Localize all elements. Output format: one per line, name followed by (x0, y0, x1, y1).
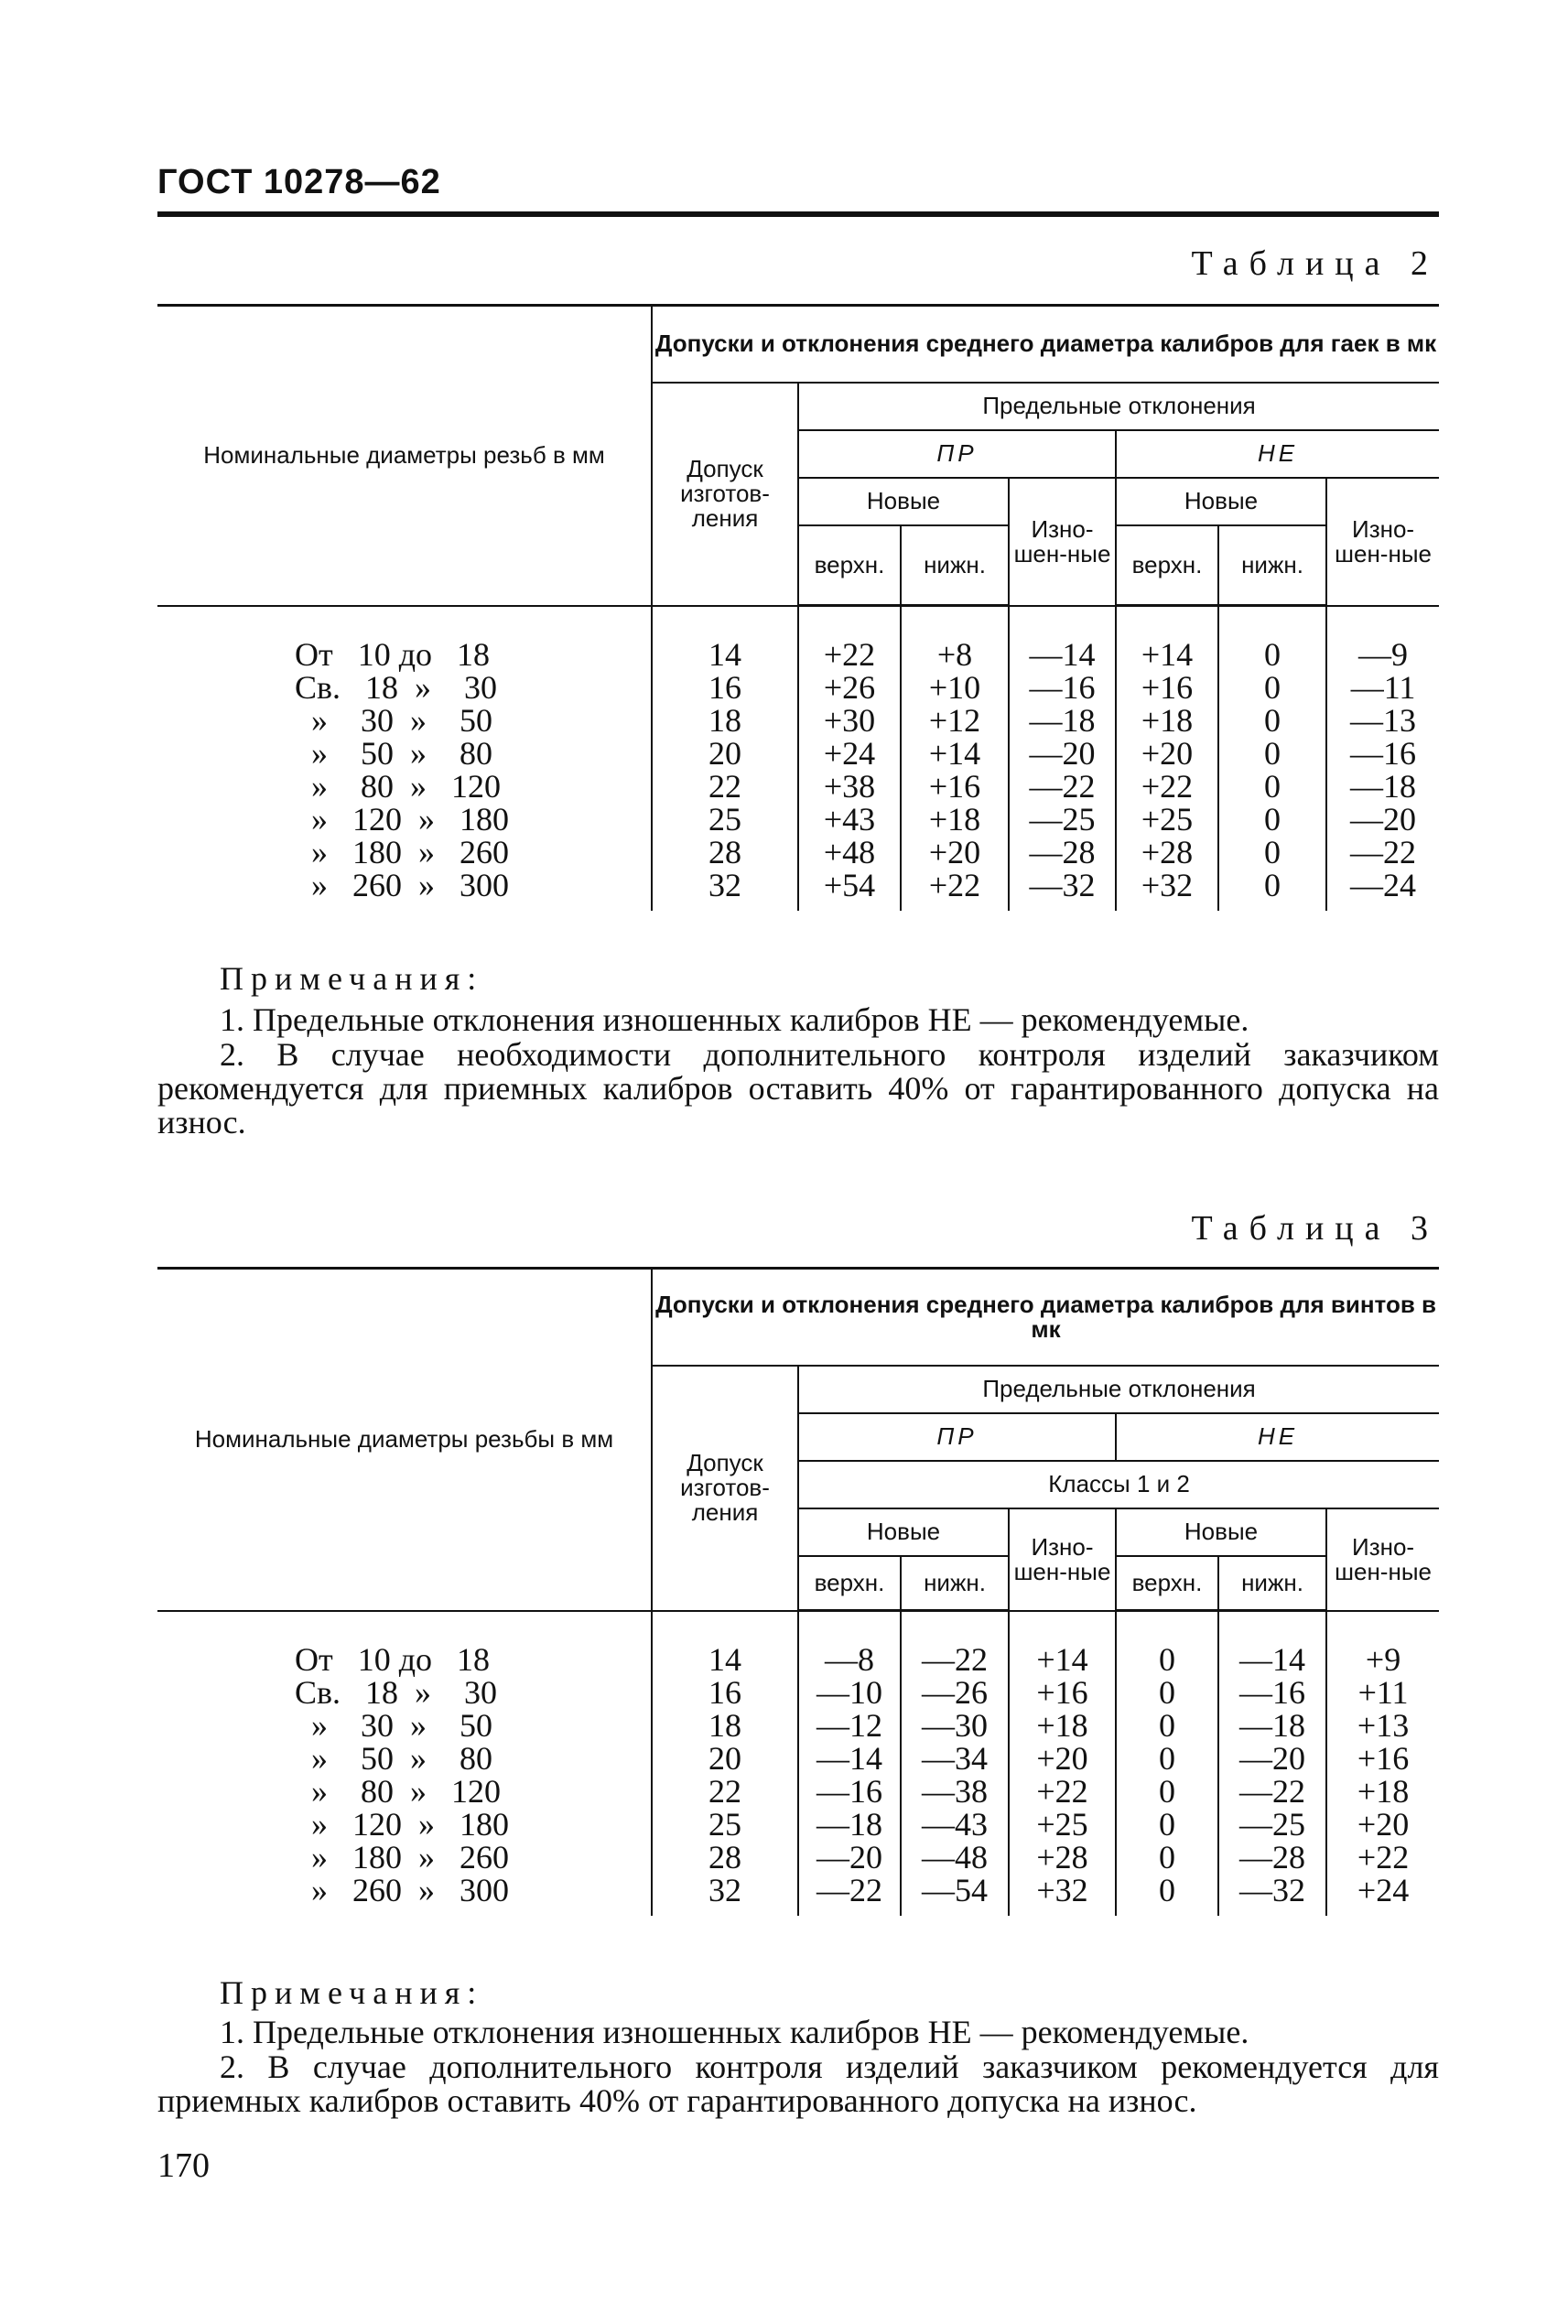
table-cell: —12 (798, 1709, 901, 1742)
table3-pr-upper-header: верхн. (798, 1556, 901, 1611)
table-row (157, 869, 1439, 902)
table2-tolerance-header: Допуск изготов-ления (652, 383, 798, 606)
table-cell: —13 (1326, 704, 1439, 737)
table-cell: 28 (652, 1841, 798, 1874)
table3-pr-new-header: Новые (798, 1508, 1009, 1556)
table2-pr-new-header: Новые (798, 478, 1009, 525)
table-cell: 32 (652, 869, 798, 902)
table-cell: —22 (1218, 1775, 1326, 1808)
table-cell: +22 (798, 638, 901, 671)
table-cell: —18 (1326, 770, 1439, 803)
row-label: Св. 18 » 30 (157, 1676, 652, 1709)
row-label: » 260 » 300 (157, 1874, 652, 1907)
table-cell: +20 (901, 836, 1009, 869)
table-cell: 0 (1116, 1709, 1218, 1742)
table-cell: 0 (1218, 704, 1326, 737)
table-cell: 0 (1116, 1808, 1218, 1841)
table-cell: +30 (798, 704, 901, 737)
table-row (157, 704, 1439, 737)
table-cell: +20 (1116, 737, 1218, 770)
table-cell: 0 (1218, 836, 1326, 869)
row-label: » 180 » 260 (157, 836, 652, 869)
table-cell: —16 (1326, 737, 1439, 770)
table-cell: 18 (652, 704, 798, 737)
table-cell: —43 (901, 1808, 1009, 1841)
table-cell: —9 (1326, 638, 1439, 671)
table-cell: —34 (901, 1742, 1009, 1775)
table-cell: 0 (1218, 671, 1326, 704)
table-cell: 20 (652, 1742, 798, 1775)
table-cell: +16 (1326, 1742, 1439, 1775)
table-cell: —30 (901, 1709, 1009, 1742)
table-cell: +48 (798, 836, 901, 869)
table2-pr-worn-header: Изно-шен-ные (1009, 478, 1116, 606)
table-row (157, 836, 1439, 869)
table-cell: —20 (1218, 1742, 1326, 1775)
table3-ne-header: НЕ (1116, 1413, 1439, 1461)
table-cell: +9 (1326, 1643, 1439, 1676)
table3-row-label-header: Номинальные диаметры резьбы в мм (157, 1269, 652, 1611)
table-cell: —22 (1326, 836, 1439, 869)
row-label: » 50 » 80 (157, 1742, 652, 1775)
table-cell: 0 (1116, 1643, 1218, 1676)
row-label: » 180 » 260 (157, 1841, 652, 1874)
table3 (157, 1267, 1439, 1916)
table2-ne-new-header: Новые (1116, 478, 1326, 525)
table-cell: —14 (1009, 638, 1116, 671)
table-cell: +13 (1326, 1709, 1439, 1742)
table-cell: —54 (901, 1874, 1009, 1907)
table-cell: +22 (1116, 770, 1218, 803)
row-label: » 120 » 180 (157, 803, 652, 836)
table2-pr-lower-header: нижн. (901, 525, 1009, 606)
table-cell: —10 (798, 1676, 901, 1709)
table-cell: —14 (798, 1742, 901, 1775)
table-cell: 18 (652, 1709, 798, 1742)
table-cell: —20 (1009, 737, 1116, 770)
table-cell: +28 (1116, 836, 1218, 869)
table2 (157, 304, 1439, 911)
table-cell: —28 (1009, 836, 1116, 869)
table-cell: 28 (652, 836, 798, 869)
table-cell: 0 (1218, 737, 1326, 770)
table-cell: 22 (652, 1775, 798, 1808)
table-cell: —16 (798, 1775, 901, 1808)
table-cell: +18 (1116, 704, 1218, 737)
table-cell: 0 (1218, 869, 1326, 902)
table-cell: +24 (1326, 1874, 1439, 1907)
table2-pr-upper-header: верхн. (798, 525, 901, 606)
table-cell: 14 (652, 638, 798, 671)
row-label: » 30 » 50 (157, 1709, 652, 1742)
table-cell: +11 (1326, 1676, 1439, 1709)
row-label: Св. 18 » 30 (157, 671, 652, 704)
table-cell: +20 (1326, 1808, 1439, 1841)
table-cell: +22 (1009, 1775, 1116, 1808)
table2-ne-upper-header: верхн. (1116, 525, 1218, 606)
table-row (157, 638, 1439, 671)
table3-note-2: 2. В случае дополнительного контроля изделий заказчиком рекомендуется для приемных калибров оставить 40% от гарантированного допуска на износ. (157, 2048, 1439, 2119)
row-label: » 50 » 80 (157, 737, 652, 770)
table-row (157, 1808, 1439, 1841)
table2-notes-title: Примечания: (220, 960, 484, 997)
table-cell: —26 (901, 1676, 1009, 1709)
table-cell: —38 (901, 1775, 1009, 1808)
row-label: От 10 до 18 (157, 1643, 652, 1676)
table-row (157, 1742, 1439, 1775)
table-row (157, 1841, 1439, 1874)
table-cell: +18 (1009, 1709, 1116, 1742)
table-cell: —32 (1218, 1874, 1326, 1907)
table-cell: +38 (798, 770, 901, 803)
table-cell: +16 (1009, 1676, 1116, 1709)
table-cell: +12 (901, 704, 1009, 737)
table-cell: 0 (1116, 1775, 1218, 1808)
table-row (157, 1709, 1439, 1742)
table-cell: —22 (1009, 770, 1116, 803)
table-cell: —25 (1009, 803, 1116, 836)
table-cell: +18 (901, 803, 1009, 836)
table3-pr-lower-header: нижн. (901, 1556, 1009, 1611)
document-header: ГОСТ 10278—62 (157, 163, 441, 201)
row-label: » 30 » 50 (157, 704, 652, 737)
table-cell: +20 (1009, 1742, 1116, 1775)
table-cell: 0 (1116, 1676, 1218, 1709)
table-cell: —22 (798, 1874, 901, 1907)
table-cell: 25 (652, 803, 798, 836)
table-cell: +14 (1116, 638, 1218, 671)
table-cell: —48 (901, 1841, 1009, 1874)
table-cell: +16 (1116, 671, 1218, 704)
table-cell: —18 (798, 1808, 901, 1841)
table-cell: 0 (1116, 1874, 1218, 1907)
table-row (157, 671, 1439, 704)
table-cell: —24 (1326, 869, 1439, 902)
table2-caption: Таблица 2 (1191, 244, 1439, 283)
table3-classes-header: Классы 1 и 2 (798, 1461, 1439, 1508)
table-cell: —16 (1218, 1676, 1326, 1709)
table3-ne-new-header: Новые (1116, 1508, 1326, 1556)
table-row (157, 1874, 1439, 1907)
row-label: » 80 » 120 (157, 770, 652, 803)
table-cell: 25 (652, 1808, 798, 1841)
table-cell: +26 (798, 671, 901, 704)
table-row (157, 1643, 1439, 1676)
table3-pr-worn-header: Изно-шен-ные (1009, 1508, 1116, 1611)
table-cell: +24 (798, 737, 901, 770)
table-cell: 0 (1218, 803, 1326, 836)
table-row (157, 737, 1439, 770)
table-cell: +32 (1116, 869, 1218, 902)
table3-tolerance-header: Допуск изготов-ления (652, 1366, 798, 1611)
table-cell: —14 (1218, 1643, 1326, 1676)
table-cell: —20 (1326, 803, 1439, 836)
table2-group-header: Допуски и отклонения среднего диаметра калибров для гаек в мк (652, 306, 1439, 383)
table-cell: +54 (798, 869, 901, 902)
table-row (157, 1676, 1439, 1709)
table2-note-2: 2. В случае необходимости дополнительного контроля изделий заказчиком рекомендуется для приемных калибров оставить 40% от гарантированного допуска на износ. (157, 1036, 1439, 1140)
table3-ne-worn-header: Изно-шен-ные (1326, 1508, 1439, 1611)
table-cell: +25 (1116, 803, 1218, 836)
table-cell: 22 (652, 770, 798, 803)
table-cell: —28 (1218, 1841, 1326, 1874)
table3-note-1: 1. Предельные отклонения изношенных калибров НЕ — рекомендуемые. (220, 2014, 1249, 2050)
table-row (157, 770, 1439, 803)
table3-pr-header: ПР (798, 1413, 1116, 1461)
table2-ne-header: НЕ (1116, 430, 1439, 478)
table2-limit-header: Предельные отклонения (798, 383, 1439, 430)
table-cell: +25 (1009, 1808, 1116, 1841)
table-cell: 0 (1116, 1841, 1218, 1874)
table3-caption: Таблица 3 (1191, 1209, 1439, 1248)
table-cell: 14 (652, 1643, 798, 1676)
table2-ne-lower-header: нижн. (1218, 525, 1326, 606)
row-label: » 80 » 120 (157, 1775, 652, 1808)
table3-notes-title: Примечания: (220, 1974, 484, 2011)
table-cell: 0 (1218, 770, 1326, 803)
table3-limit-header: Предельные отклонения (798, 1366, 1439, 1413)
table2-row-label-header: Номинальные диаметры резьб в мм (157, 306, 652, 606)
table-cell: +8 (901, 638, 1009, 671)
header-rule (157, 211, 1439, 217)
table-cell: +14 (901, 737, 1009, 770)
row-label: » 120 » 180 (157, 1808, 652, 1841)
table3-ne-lower-header: нижн. (1218, 1556, 1326, 1611)
table-cell: +22 (901, 869, 1009, 902)
table-cell: 0 (1218, 638, 1326, 671)
table-cell: 16 (652, 1676, 798, 1709)
table2-ne-worn-header: Изно-шен-ные (1326, 478, 1439, 606)
table-cell: —25 (1218, 1808, 1326, 1841)
table-cell: +14 (1009, 1643, 1116, 1676)
table2-note-1: 1. Предельные отклонения изношенных калибров НЕ — рекомендуемые. (220, 1001, 1249, 1038)
table-cell: —18 (1009, 704, 1116, 737)
table-cell: +32 (1009, 1874, 1116, 1907)
table-cell: +28 (1009, 1841, 1116, 1874)
table-cell: —18 (1218, 1709, 1326, 1742)
table-cell: —11 (1326, 671, 1439, 704)
table-cell: —8 (798, 1643, 901, 1676)
table-row (157, 803, 1439, 836)
table-cell: —32 (1009, 869, 1116, 902)
table-cell: —22 (901, 1643, 1009, 1676)
table-cell: +18 (1326, 1775, 1439, 1808)
row-label: » 260 » 300 (157, 869, 652, 902)
table3-group-header: Допуски и отклонения среднего диаметра калибров для винтов в мк (652, 1269, 1439, 1366)
table3-ne-upper-header: верхн. (1116, 1556, 1218, 1611)
table-cell: +16 (901, 770, 1009, 803)
table2-pr-header: ПР (798, 430, 1116, 478)
table-cell: 0 (1116, 1742, 1218, 1775)
page-number: 170 (157, 2146, 210, 2185)
table-cell: +10 (901, 671, 1009, 704)
table-cell: —20 (798, 1841, 901, 1874)
table-cell: 16 (652, 671, 798, 704)
table-cell: —16 (1009, 671, 1116, 704)
table-cell: 32 (652, 1874, 798, 1907)
table-cell: +43 (798, 803, 901, 836)
table-row (157, 1775, 1439, 1808)
table-cell: +22 (1326, 1841, 1439, 1874)
table-cell: 20 (652, 737, 798, 770)
row-label: От 10 до 18 (157, 638, 652, 671)
